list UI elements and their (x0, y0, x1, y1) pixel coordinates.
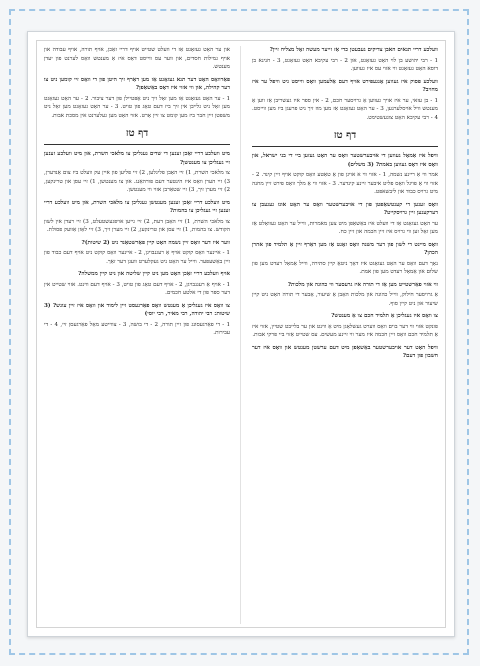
question: צו וואָס איז געגליכן אַ תלמיד חכם צו אַ מענטש? (331, 313, 438, 320)
question: וויפל האָט דער אויבערשטער באַשאַפן מיט דעם ערשטן מענטש און וואָס איז דער חשבון פון דעם? (252, 344, 438, 360)
answer: ער האָט געזאָגט אַז די וועלט איז באַשאַפן מיט צען מאמרות, ווייל ער האָט געוואָלט אַז מען זאָל זען ווי גרויס איז זיין חכמה און זיין כח. (252, 220, 438, 236)
answer: 1 - אויף אַ רעגנבויגן, 2 - אויף דעם טאָג פון טויט, 3 - אויף דעם ווינט. אזוי שטייט אין דער ספר פון די אלטע חכמים. (44, 281, 230, 297)
left-column (44, 46, 230, 624)
question: וואָס זענען די קענטשאַפטן פון די אויבערשטער וואָס ער האָט אונז געגעבן צו דערקענען זיין גרויסקייט? (252, 201, 438, 217)
question: אויף וועלכע דריי זאַכן האָט מען ניט קיין שליטה און ניט קיין ממשלה? (78, 271, 230, 278)
question: וואָס מיינט די לשון פון דער משנה וואָס זאָגט אַז מען דאַרף זיין אַ תלמיד פון אהרן הכהן? (252, 241, 438, 257)
right-column (252, 46, 438, 624)
answer: 1 - די פאַרגעסונג פון זיין תורה, 2 - די בושה, 3 - צווייטע מאָל פאַרגעסן זיי, 4 - די עבירות. (44, 321, 230, 337)
daf-heading: דף טז (44, 126, 230, 145)
answer: פונקט אזוי ווי דער בוים וואָס ווערט געשלאָגן מיט אַ ווינט און ער בלייבט שטיין, אזוי איז אַ תלמיד חכם וואָס זיין חכמה איז מער ווי זיינע מעשים. עס שטייט אַזוי ביי פרקי אבות. (252, 323, 438, 339)
question: ווי אזוי פאַרשטייט מען אַז די תורה איז גרעסער ווי כהונה און מלכות? (287, 281, 438, 288)
answer: צו מלאכי השרת, 1) זיי האָבן דעת, 2) זיי גייען אויפגעשטעלט, 3) זיי רעדן אין לשון הקודש. צו בהמות, 1) זיי עסן און טרינקען, 2) זיי מערן זיך, 3) זיי לאָזן אַוועק פסולת. (44, 218, 230, 234)
question: ווער איז דער וואָס זיין נשמה האָט קיין פאַרשטאַנד ניט (2 שיטות)? (81, 239, 230, 246)
question: וויפל איז אַמאָל געווען די אויבערשטער וואָס ער האָט געזען ביי די בני ישראל, און וואָס איז דאָס געווען באמת? (3 משלים) (252, 153, 438, 168)
answer: 1 - ער האָט געזאָגט אַז מען זאָל זיך ניט אָפּטיילן פון דער ציבור. 2 - ער האָט געזאָגט מען זאָל ניט גלייבן אין זיך ביז דעם טאָג פון טויט. 3 - ער האָט געזאָגט מען זאָל ניט משפּטן זיין חבר ביז מען קומט צו זיין אָרט. אזוי האָט מען געלערנט אין מסכת אבות. (44, 95, 230, 119)
page-content (44, 46, 438, 624)
question: מיט וועלכע דריי זאַכן זענען מענטשן געגליכן צו מלאכי השרת, און מיט וועלכע דריי זענען זיי געגליכן צו בהמות? (44, 199, 230, 215)
answer: 1 - בן עזאי, ער איז אויך געווען אַ גרויסער חכם, 2 - אין ספר איז געשריבן אַז ווען אַ מענטש וויל אויסלערנען, 3 - ער האָט געזאָגט אַז מען מוז זיך ניט פרעגן ביז מען ווייסט. 4 - רבי עקיבא האָט צוגעשטימט. (252, 97, 438, 121)
answer: 1 - רבי יהושע בן לוי האָט געזאָגט, און 2 - רבי עקיבא האָט געזאָגט, 3 - חנינא בן דוסא האָט געזאָגט ווי אזוי עס איז געווען. (252, 57, 438, 72)
paragraph: און ער האָט געזאָגט אַז די וועלט שטייט אויף דריי זאַכן, אויף תורה, אויף עבודה און אויף גמילות חסדים, און ווער עס ווייסט דאָס איז אַ מענטש וואָס לערנט פון יעדן מענטש. (44, 47, 230, 70)
question: וועלכע דריי תנאים האבן צדיקים געבעטן כדי אַז זייער מעשה זאָל מצליח זיין? (269, 47, 438, 53)
daf-heading: דף טז (252, 128, 438, 147)
question: מיט וועלכע דריי זאַכן זענען די שדים געגליכן צו מלאכי השרת, און מיט וועלכע זענען זיי געגליכן צו מענטשן? (44, 151, 230, 166)
answer: אמר ווי אַ ריינע נשמה, 1 - אזוי ווי א אויגן פון אַ טאַטע וואָס קוקט אויף זיין קינד. 2 - אזוי ווי אַ פויגל וואָס פליט איבער זיינע קינדער. 3 - אזוי ווי אַ מלך וואָס פירט זיין מחנה מיט גרויס כבוד און ליבשאפט. (252, 172, 438, 196)
answer: 1 - איינער וואָס קוקט אויף אַ רעגנבויגן, 2 - איינער וואָס קוקט ניט אויף דעם כבוד פון זיין באַשעפער. ווייל ער האָט ניט געקלערט וועגן דער זאַך. (44, 250, 230, 265)
document-page (27, 31, 455, 637)
answer: צו מלאכי השרת, 1) זיי האָבן פליגלען, 2) זיי פליען פון איין עק וועלט ביז צום אַנדערן, 3) זיי הערן וואָס איז הינטער דעם פורהאַנג. און צו מענטשן, 1) זיי עסן און טרינקען, 2) זיי מערן זיך, 3) זיי שטאַרבן אזוי ווי מענטשן. (44, 170, 230, 194)
question: וועלכע פסוק איז געווען אָנגעפירט אויף דעם אַלעמען וואָס ווייסט ניט וויפל ער איז מחויב? (252, 78, 438, 93)
answer: נאָך דעם וואָס ער האָט געזאָגט איז דאָך ניטאָ קיין סתירה, ווייל אַמאָל רעדט מען פון שלום און אַמאָל רעדט מען פון אמת. (252, 260, 438, 276)
question: פאַרוואָס האָט דער תנא געזאָגט אַז מען דאַרף זיך היטן פון די וואָס זיי קומען ניט צו דער קהילה, און ווי אזוי איז דאָס באַשאַפן? (44, 76, 230, 91)
answer: אַ גרויסער חילוק, ווייל כהונה און מלכות האָבן אַ שיעור, אָבער די תורה האָט ניט קיין שיעור און ניט קיין סוף. (252, 292, 438, 307)
column-divider (240, 46, 241, 624)
question: צו וואָס איז געגליכן אַ מענטש וואָס פאַרגעסט זיין לימוד און וואָס איז זיין עונש? (3 שיטות: רבי יהודה, רבי מאיר, רבי יוסי) (44, 302, 230, 318)
